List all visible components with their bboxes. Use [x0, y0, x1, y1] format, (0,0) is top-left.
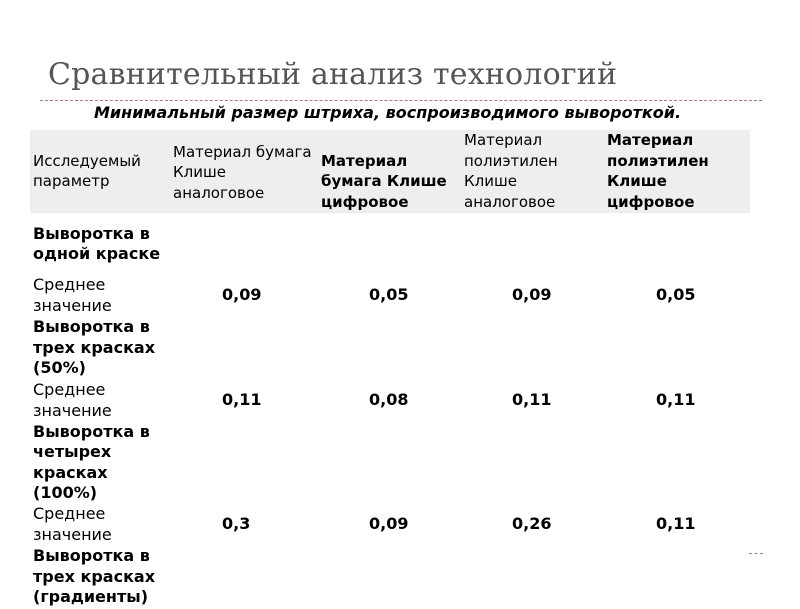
table-row: [30, 213, 750, 275]
value-cell: 0,09: [512, 285, 552, 305]
table-row: [30, 316, 750, 380]
corner-divider: [749, 553, 763, 554]
table-row: [30, 545, 750, 609]
table-row: [30, 275, 750, 316]
header-paper-digital: Материал бумага Клише цифровое: [318, 130, 461, 213]
value-cell: 0,09: [369, 514, 409, 534]
value-label: Среднее значение: [33, 380, 112, 420]
slide-subtitle: Минимальный размер штриха, воспроизводимого вывороткой.: [94, 103, 682, 122]
header-polyethylene-analog: Материал полиэтилен Клише аналоговое: [461, 130, 604, 213]
value-cell: 0,11: [512, 390, 552, 410]
row-label: Выворотка в четырех красках (100%): [33, 421, 150, 502]
value-cell: 0,05: [369, 285, 409, 305]
value-cell: 0,05: [656, 285, 696, 305]
table-row: [30, 504, 750, 545]
value-label: Среднее значение: [33, 275, 112, 315]
header-polyethylene-digital: Материал полиэтилен Клише цифровое: [604, 130, 750, 213]
value-cell: 0,09: [222, 285, 262, 305]
row-label: Выворотка в трех красках (градиенты): [33, 546, 156, 607]
value-cell: 0,11: [656, 514, 696, 534]
value-cell: 0,08: [369, 390, 409, 410]
table-row: [30, 380, 750, 421]
title-divider: [40, 100, 762, 101]
row-label: Выворотка в трех красках (50%): [33, 317, 156, 378]
value-cell: 0,11: [222, 390, 262, 410]
table-row: [30, 421, 750, 504]
header-parameter: Исследуемый параметр: [30, 130, 170, 213]
row-label: Выворотка в одной краске: [33, 223, 161, 263]
table-header-row: [30, 130, 750, 213]
value-cell: 0,3: [222, 514, 251, 534]
slide-title: Сравнительный анализ технологий: [48, 57, 618, 92]
comparison-table: [30, 130, 750, 609]
header-paper-analog: Материал бумага Клише аналоговое: [170, 130, 318, 213]
value-cell: 0,26: [512, 514, 552, 534]
value-label: Среднее значение: [33, 504, 112, 544]
value-cell: 0,11: [656, 390, 696, 410]
